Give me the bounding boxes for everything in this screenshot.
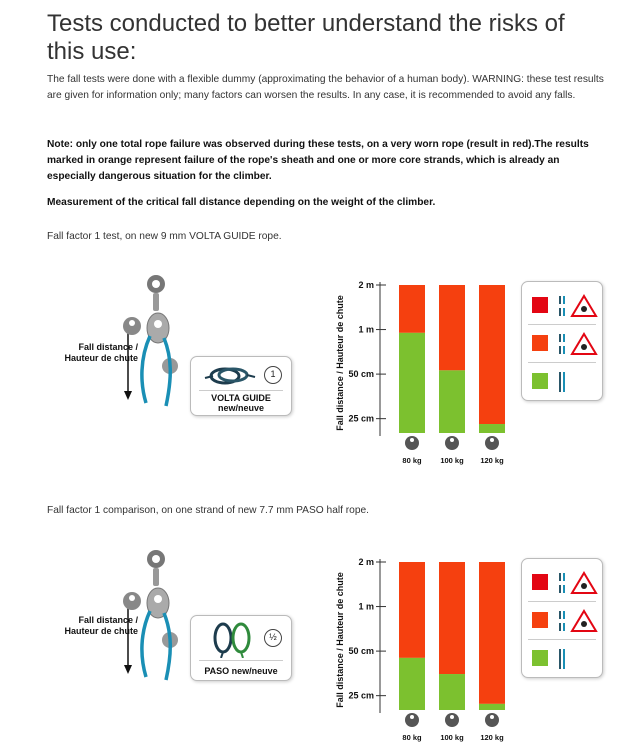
legend-row <box>522 641 602 675</box>
category-label: 80 kg <box>402 456 422 465</box>
test-section-1 <box>0 268 626 468</box>
climber-icon-head <box>450 715 454 719</box>
chart-svg <box>333 268 523 468</box>
legend-row <box>522 603 602 637</box>
rope-card <box>190 615 292 681</box>
climber-icon-head <box>490 715 494 719</box>
bar-orange-1 <box>399 562 425 658</box>
rope-strands: 1 <box>270 369 276 379</box>
bar-green-2 <box>439 370 465 433</box>
category-label: 80 kg <box>402 733 422 742</box>
rope-name: PASO new/neuve <box>204 666 278 676</box>
y-axis-label: Fall distance / Hauteur de chute <box>335 295 345 431</box>
rope-card <box>190 356 292 416</box>
legend-color-swatch <box>532 335 548 351</box>
belay-illustration <box>40 545 300 745</box>
rope-strands: ½ <box>269 632 277 642</box>
legend-divider <box>528 639 596 640</box>
y-tick-label: 50 cm <box>348 646 374 657</box>
y-tick-label: 25 cm <box>348 413 374 424</box>
bar-orange-1 <box>399 285 425 333</box>
legend-row <box>522 364 602 398</box>
sheath-and-core-failure-icon <box>554 332 598 356</box>
y-tick-label: 50 cm <box>348 369 374 380</box>
bar-orange-3 <box>479 562 505 704</box>
category-label: 100 kg <box>440 456 464 465</box>
note-paragraph: Note: only one total rope failure was observed during these tests, on a very worn rope (result in red).The results marked in orange represent failure of the rope's sheath and one or more core strands, which is already an especially dangerous situation for the climber. <box>47 139 589 182</box>
legend-color-swatch <box>532 297 548 313</box>
rope-intact-icon <box>554 647 598 671</box>
bar-green-3 <box>479 424 505 433</box>
fall-distance-label: Fall distance / Hauteur de chute <box>64 342 138 363</box>
measurement-paragraph: Measurement of the critical fall distance depending on the weight of the climber. <box>47 197 436 208</box>
climber-icon-head <box>410 715 414 719</box>
test-section-2 <box>0 545 626 745</box>
climber-icon-head <box>410 438 414 442</box>
bar-green-3 <box>479 704 505 710</box>
rope-coil-half-icon <box>207 620 267 658</box>
y-axis-label: Fall distance / Hauteur de chute <box>335 572 345 708</box>
page-title: Tests conducted to better understand the risks of this use: <box>47 10 565 65</box>
bar-green-2 <box>439 674 465 710</box>
rope-total-failure-icon <box>554 571 598 595</box>
rope-total-failure-icon <box>554 294 598 318</box>
sheath-and-core-failure-icon <box>554 609 598 633</box>
category-label: 100 kg <box>440 733 464 742</box>
legend-panel <box>521 281 603 401</box>
rope-card-divider <box>199 390 283 391</box>
rope-intact-icon <box>554 370 598 394</box>
rope-name: VOLTA GUIDE <box>211 393 271 403</box>
rope-condition: new/neuve <box>217 403 264 413</box>
legend-color-swatch <box>532 650 548 666</box>
climber-icon-head <box>490 438 494 442</box>
belay-illustration <box>40 268 300 468</box>
test-2-subtitle: Fall factor 1 comparison, on one strand of new 7.7 mm PASO half rope. <box>47 505 370 516</box>
y-tick-label: 25 cm <box>348 690 374 701</box>
y-tick-label: 1 m <box>358 601 374 612</box>
legend-color-swatch <box>532 612 548 628</box>
intro-paragraph: The fall tests were done with a flexible dummy (approximating the behavior of a human body). WARNING: these test results are given for information only; many factors can worsen the results. In any case, it is recommended to avoid any falls. <box>47 74 604 101</box>
bar-green-1 <box>399 333 425 433</box>
category-label: 120 kg <box>480 456 504 465</box>
fall-distance-label: Fall distance / Hauteur de chute <box>64 615 138 636</box>
legend-row <box>522 288 602 322</box>
legend-row <box>522 565 602 599</box>
rope-coil-single-icon <box>203 363 263 389</box>
y-tick-label: 2 m <box>358 557 374 567</box>
legend-divider <box>528 601 596 602</box>
rope-card-divider <box>199 660 283 661</box>
test-1-subtitle: Fall factor 1 test, on new 9 mm VOLTA GUIDE rope. <box>47 231 282 242</box>
bar-orange-2 <box>439 562 465 674</box>
climber-icon-head <box>450 438 454 442</box>
bar-orange-3 <box>479 285 505 424</box>
y-tick-label: 2 m <box>358 280 374 290</box>
fall-chart-1 <box>333 268 523 468</box>
legend-divider <box>528 362 596 363</box>
y-tick-label: 1 m <box>358 324 374 335</box>
bar-orange-2 <box>439 285 465 370</box>
chart-svg <box>333 545 523 745</box>
legend-panel <box>521 558 603 678</box>
legend-color-swatch <box>532 373 548 389</box>
bar-green-1 <box>399 658 425 710</box>
legend-row <box>522 326 602 360</box>
category-label: 120 kg <box>480 733 504 742</box>
fall-chart-2 <box>333 545 523 745</box>
legend-color-swatch <box>532 574 548 590</box>
legend-divider <box>528 324 596 325</box>
